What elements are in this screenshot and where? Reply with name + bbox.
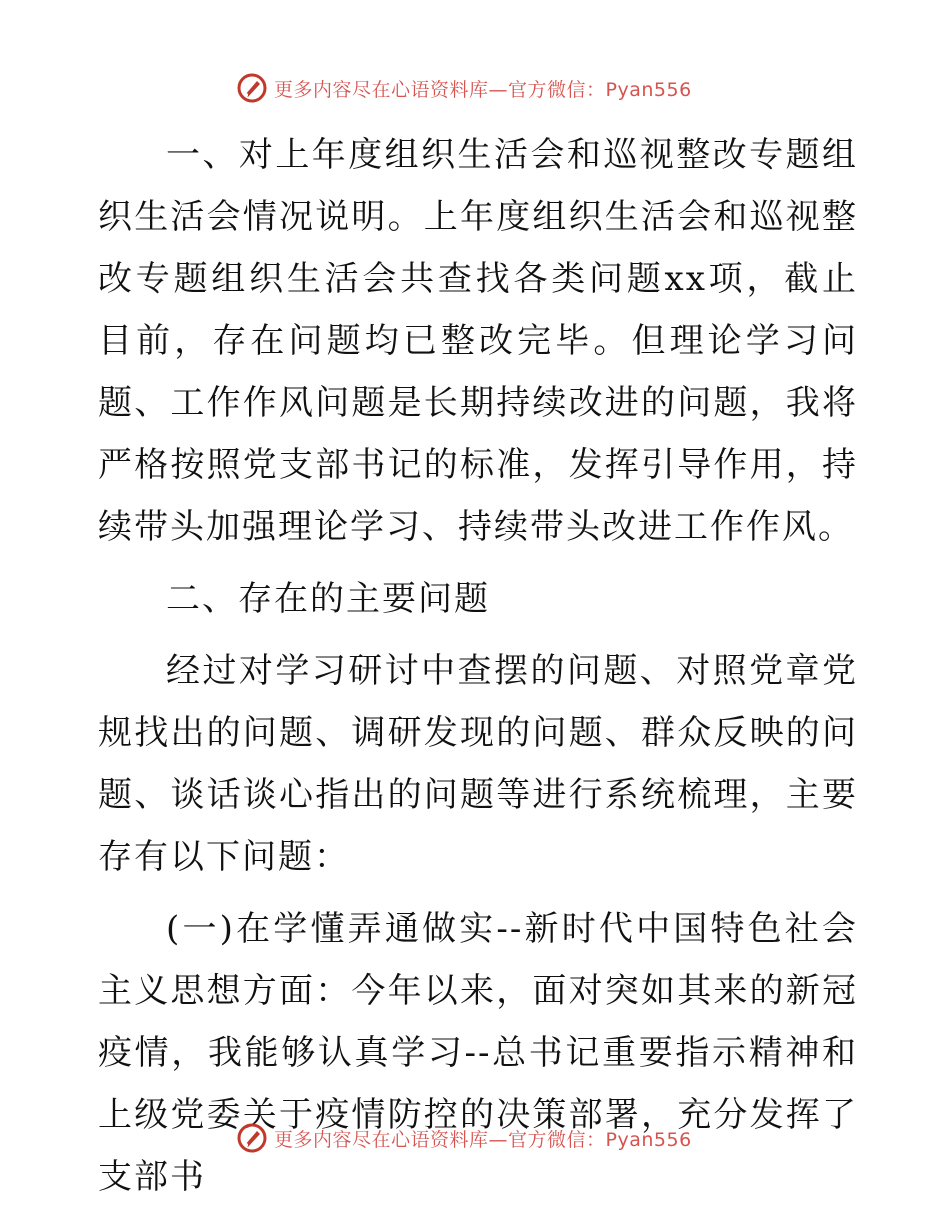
paragraph-4: (一)在学懂弄通做实--新时代中国特色社会主义思想方面：今年以来，面对突如其来的新冠疫情，我能够认真学习--总书记重要指示精神和上级党委关于疫情防控的决策部署，充分发挥了支部书: [98, 909, 858, 1197]
watermark-header: [236, 72, 692, 104]
pen-logo-icon: [236, 1122, 268, 1154]
document-body: [98, 124, 858, 1208]
paragraph-3: 经过对学习研讨中查摆的问题、对照党章党规找出的问题、调研发现的问题、群众反映的问题、谈话谈心指出的问题等进行系统梳理，主要存有以下问题：: [98, 651, 858, 877]
section-heading-2: 二、存在的主要问题: [166, 579, 490, 619]
pen-logo-icon: [236, 72, 268, 104]
paragraph-1: 一、对上年度组织生活会和巡视整改专题组织生活会情况说明。上年度组织生活会和巡视整改专题组织生活会共查找各类问题xx项，截止目前，存在问题均已整改完毕。但理论学习问题、工作作风问题是长期持续改进的问题，我将严格按照党支部书记的标准，发挥引导作用，持续带头加强理论学习、持续带头改进工作作风。: [98, 135, 858, 547]
watermark-footer: [236, 1122, 692, 1154]
watermark-text: 更多内容尽在心语资料库—官方微信：Pyan556: [274, 1128, 692, 1151]
watermark-text: 更多内容尽在心语资料库—官方微信：Pyan556: [274, 78, 692, 101]
